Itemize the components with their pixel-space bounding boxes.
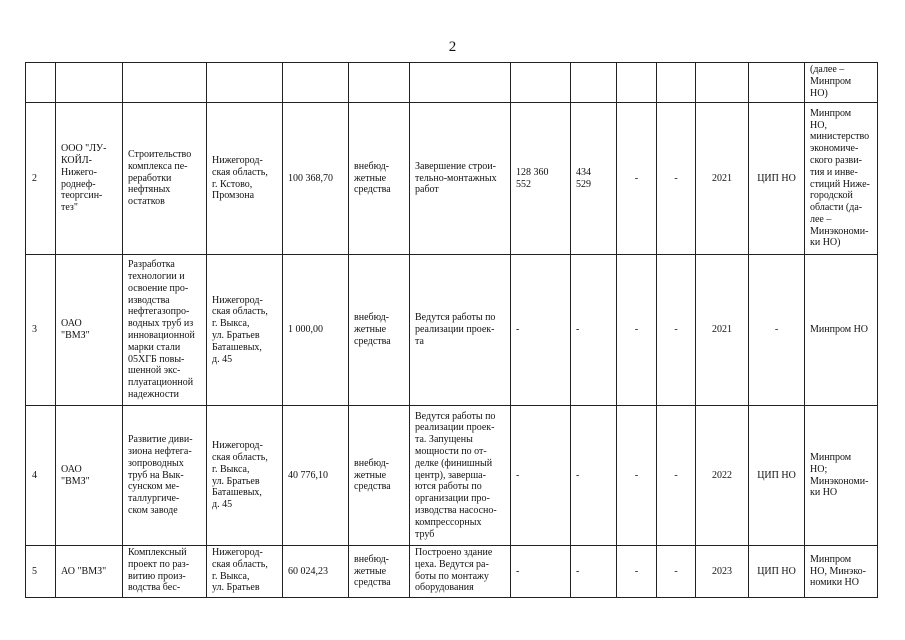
location-cell: Нижегород- ская область, г. Кстово, Промзона (207, 103, 283, 255)
value-cell: - (617, 546, 657, 598)
status-cell: Завершение строи- тельно-монтажных работ (410, 103, 511, 255)
program-cell: ЦИП НО (749, 546, 805, 598)
table-cell (657, 63, 696, 103)
value-cell: - (511, 546, 571, 598)
projects-table (25, 62, 878, 598)
funding-source-cell: внебюд- жетные средства (349, 546, 410, 598)
value-cell: - (617, 255, 657, 406)
ministry-cell: Минпром НО (805, 255, 878, 406)
value-cell: - (511, 255, 571, 406)
funding-source-cell: внебюд- жетные средства (349, 255, 410, 406)
location-cell: Нижегород- ская область, г. Выкса, ул. Братьев (207, 546, 283, 598)
company-cell: АО "ВМЗ" (56, 546, 123, 598)
value-cell: - (617, 103, 657, 255)
location-cell: Нижегород- ская область, г. Выкса, ул. Братьев Баташевых, д. 45 (207, 406, 283, 546)
value-cell: 128 360 552 (511, 103, 571, 255)
program-cell: ЦИП НО (749, 103, 805, 255)
company-cell: ОАО "ВМЗ" (56, 255, 123, 406)
table-cell (571, 63, 617, 103)
table-cell (26, 63, 56, 103)
status-cell: Ведутся работы по реализации проек- та (410, 255, 511, 406)
value-cell: - (571, 406, 617, 546)
table-cell (349, 63, 410, 103)
year-cell: 2022 (696, 406, 749, 546)
cost-cell: 1 000,00 (283, 255, 349, 406)
table-cell (410, 63, 511, 103)
status-cell: Построено здание цеха. Ведутся ра- боты по монтажу оборудования (410, 546, 511, 598)
table-cell (749, 63, 805, 103)
table-cell (617, 63, 657, 103)
ministry-cell: Минпром НО, Минэко- номики НО (805, 546, 878, 598)
project-cell: Строительство комплекса пе- реработки нефтяных остатков (123, 103, 207, 255)
year-cell: 2023 (696, 546, 749, 598)
table-cell (56, 63, 123, 103)
value-cell: - (617, 406, 657, 546)
value-cell: - (657, 406, 696, 546)
value-cell: 434 529 (571, 103, 617, 255)
value-cell: - (657, 255, 696, 406)
value-cell: - (657, 546, 696, 598)
ministry-cell: (далее – Минпром НО) (805, 63, 878, 103)
project-cell: Комплексный проект по раз- витию произ- водства бес- (123, 546, 207, 598)
program-cell: ЦИП НО (749, 406, 805, 546)
table-cell (696, 63, 749, 103)
company-cell: ОАО "ВМЗ" (56, 406, 123, 546)
project-cell: Разработка технологии и освоение про- изводства нефтегазопро- водных труб из инновационной марки стали 05ХГБ повы- шенной экс- плуатационной надежности (123, 255, 207, 406)
row-number: 4 (26, 406, 56, 546)
ministry-cell: Минпром НО; Минэкономи- ки НО (805, 406, 878, 546)
cost-cell: 60 024,23 (283, 546, 349, 598)
year-cell: 2021 (696, 103, 749, 255)
table-row (26, 546, 878, 598)
company-cell: ООО "ЛУ- КОЙЛ- Нижего- роднеф- теоргсин- тез" (56, 103, 123, 255)
program-cell: - (749, 255, 805, 406)
row-number: 5 (26, 546, 56, 598)
table-row (26, 255, 878, 406)
location-cell: Нижегород- ская область, г. Выкса, ул. Братьев Баташевых, д. 45 (207, 255, 283, 406)
value-cell: - (511, 406, 571, 546)
table-row (26, 63, 878, 103)
year-cell: 2021 (696, 255, 749, 406)
table-row (26, 406, 878, 546)
funding-source-cell: внебюд- жетные средства (349, 406, 410, 546)
status-cell: Ведутся работы по реализации проек- та. Запущены мощности по от- делке (финишный центр), заверша- ются работы по организации про- изводства насосно- компрессорных труб (410, 406, 511, 546)
cost-cell: 40 776,10 (283, 406, 349, 546)
ministry-cell: Минпром НО, министерство экономиче- ского разви- тия и инве- стиций Ниже- городской области (да- лее – Минэкономи- ки НО) (805, 103, 878, 255)
table-cell (207, 63, 283, 103)
row-number: 2 (26, 103, 56, 255)
value-cell: - (571, 546, 617, 598)
value-cell: - (657, 103, 696, 255)
cost-cell: 100 368,70 (283, 103, 349, 255)
table-row (26, 103, 878, 255)
value-cell: - (571, 255, 617, 406)
project-cell: Развитие диви- зиона нефтега- зопроводных труб на Вык- сунском ме- таллургиче- ском заводе (123, 406, 207, 546)
table-cell (123, 63, 207, 103)
funding-source-cell: внебюд- жетные средства (349, 103, 410, 255)
table-cell (283, 63, 349, 103)
page-number: 2 (448, 39, 457, 55)
row-number: 3 (26, 255, 56, 406)
table-cell (511, 63, 571, 103)
